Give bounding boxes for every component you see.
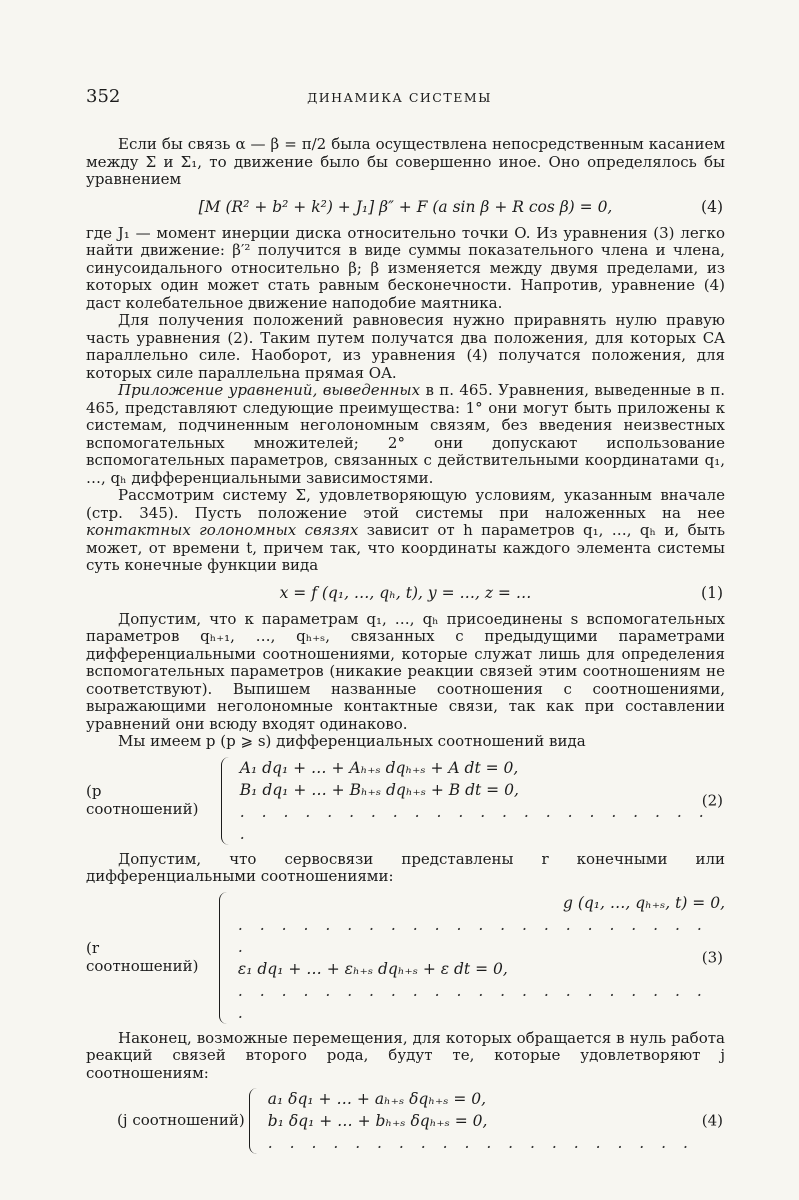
system-label: (j соотношений) bbox=[117, 1111, 245, 1130]
paragraph: где J₁ — момент инерции диска относительно точки O. Из уравнения (3) легко найти движение: β′² получится в виде суммы показательного члена и члена, синусоидального относительно β; β изменяется между двумя пределами, из которых один может стать равным бесконечности. Напротив, уравнение (4) даст колебательное движение наподобие маятника. bbox=[86, 223, 725, 312]
paragraph: Мы имеем p (p ⩾ s) дифференциальных соотношений вида bbox=[118, 732, 586, 750]
equation-number: (1) bbox=[701, 583, 723, 602]
system-line: a₁ δq₁ + … + aₕ₊ₛ δqₕ₊ₛ = 0, bbox=[267, 1090, 487, 1108]
system-line: b₁ δq₁ + … + bₕ₊ₛ δqₕ₊ₛ = 0, bbox=[267, 1112, 488, 1130]
paragraph: Наконец, возможные перемещения, для которых обращается в нуль работа реакций связей второго рода, будут те, которые удовлетворяют j соотношениям: bbox=[86, 1028, 725, 1082]
system-dots: . . . . . . . . . . . . . . . . . . . . . . . bbox=[237, 915, 708, 956]
page-header bbox=[86, 86, 713, 110]
paragraph-text: в п. 465. Уравнения, выведенные в п. 465, представляют следующие преимущества: 1° они могут быть приложены к системам, подчиненным неголономным связям, без введения неизвестных вспомогательных множителей; 2° они допускают использование вспомогательных параметров, связанных с действительными координатами q₁, …, qₕ дифференциальными зависимостями. bbox=[86, 381, 725, 487]
system-line: B₁ dq₁ + … + Bₕ₊ₛ dqₕ₊ₛ + B dt = 0, bbox=[239, 780, 519, 799]
system-lines bbox=[268, 1088, 694, 1154]
system-dots: . . . . . . . . . . . . . . . . . . . . . . . bbox=[239, 802, 710, 843]
equation-number: (3) bbox=[701, 947, 723, 966]
paragraph: Если бы связь α — β = π/2 была осуществлена непосредственным касанием между Σ и Σ₁, то движение было бы совершенно иное. Оно определялось бы уравнением bbox=[86, 135, 725, 188]
page-number: 352 bbox=[86, 86, 121, 107]
equation-4a bbox=[86, 189, 725, 225]
italic-term: контактных голономных связях bbox=[86, 521, 359, 539]
equation-number: (2) bbox=[701, 790, 723, 809]
equation-1 bbox=[86, 575, 725, 611]
system-line: A₁ dq₁ + … + Aₕ₊ₛ dqₕ₊ₛ + A dt = 0, bbox=[239, 758, 519, 777]
left-brace bbox=[221, 757, 232, 845]
system-dots: . . . . . . . . . . . . . . . . . . . . . . . bbox=[237, 981, 708, 1022]
paragraph: Для получения положений равновесия нужно приравнять нулю правую часть уравнения (2). Таким путем получатся два положения, для которых CA параллельно силе. Наоборот, из уравнения (4) получатся положения, для которых силе параллельна прямая OA. bbox=[86, 311, 725, 382]
system-lines bbox=[240, 757, 725, 845]
system-line: g (q₁, …, qₕ₊ₛ, t) = 0, bbox=[562, 893, 725, 912]
left-brace bbox=[219, 892, 230, 1024]
left-brace bbox=[249, 1088, 260, 1154]
equation-number: (4) bbox=[701, 1111, 723, 1130]
system-line: ε₁ dq₁ + … + εₕ₊ₛ dqₕ₊ₛ + ε dt = 0, bbox=[237, 959, 508, 978]
equation-expression: [M (R² + b² + k²) + J₁] β″ + F (a sin β + R cos β) = 0, bbox=[198, 197, 613, 216]
paragraph-text: Рассмотрим систему Σ, удовлетворяющую условиям, указанным вначале (стр. 345). Пусть положение этой системы при наложенных на нее bbox=[86, 486, 725, 522]
system-lines bbox=[238, 892, 725, 1024]
paragraph bbox=[86, 382, 725, 487]
page-body bbox=[86, 136, 725, 1160]
equation-expression: x = f (q₁, …, qₕ, t), y = …, z = … bbox=[279, 583, 532, 602]
paragraph bbox=[86, 487, 725, 575]
equation-number: (4) bbox=[701, 197, 723, 216]
equation-system-4 bbox=[86, 1088, 725, 1154]
equation-system-3 bbox=[86, 892, 725, 1024]
running-head: ДИНАМИКА СИСТЕМЫ bbox=[307, 90, 492, 105]
paragraph: Допустим, что сервосвязи представлены r конечными или дифференциальными соотношениями: bbox=[86, 849, 725, 885]
paragraph-text: зависит от h параметров q₁, …, qₕ и, быть может, от времени t, причем так, что координаты каждого элемента системы суть конечные функции вида bbox=[86, 521, 726, 574]
system-label: (p соотношений) bbox=[86, 782, 199, 818]
paragraph: Допустим, что к параметрам q₁, …, qₕ присоединены s вспомогательных параметров qₕ₊₁, …, qₕ₊ₛ, связанных с предыдущими параметрами дифференциальными соотношениями, которые служат лишь для определения вспомогательных параметров (никакие реакции связей этим соотношениям не соответствуют). Выпишем названные соотношения с соотношениями, выражающими неголономные контактные связи, так как при составлении уравнений они всюду входят одинаково. bbox=[86, 609, 725, 733]
system-label: (r соотношений) bbox=[86, 939, 199, 975]
system-dots: . . . . . . . . . . . . . . . . . . . . bbox=[267, 1134, 694, 1152]
italic-lead: Приложение уравнений, выведенных bbox=[118, 381, 421, 399]
equation-system-2 bbox=[86, 757, 725, 845]
